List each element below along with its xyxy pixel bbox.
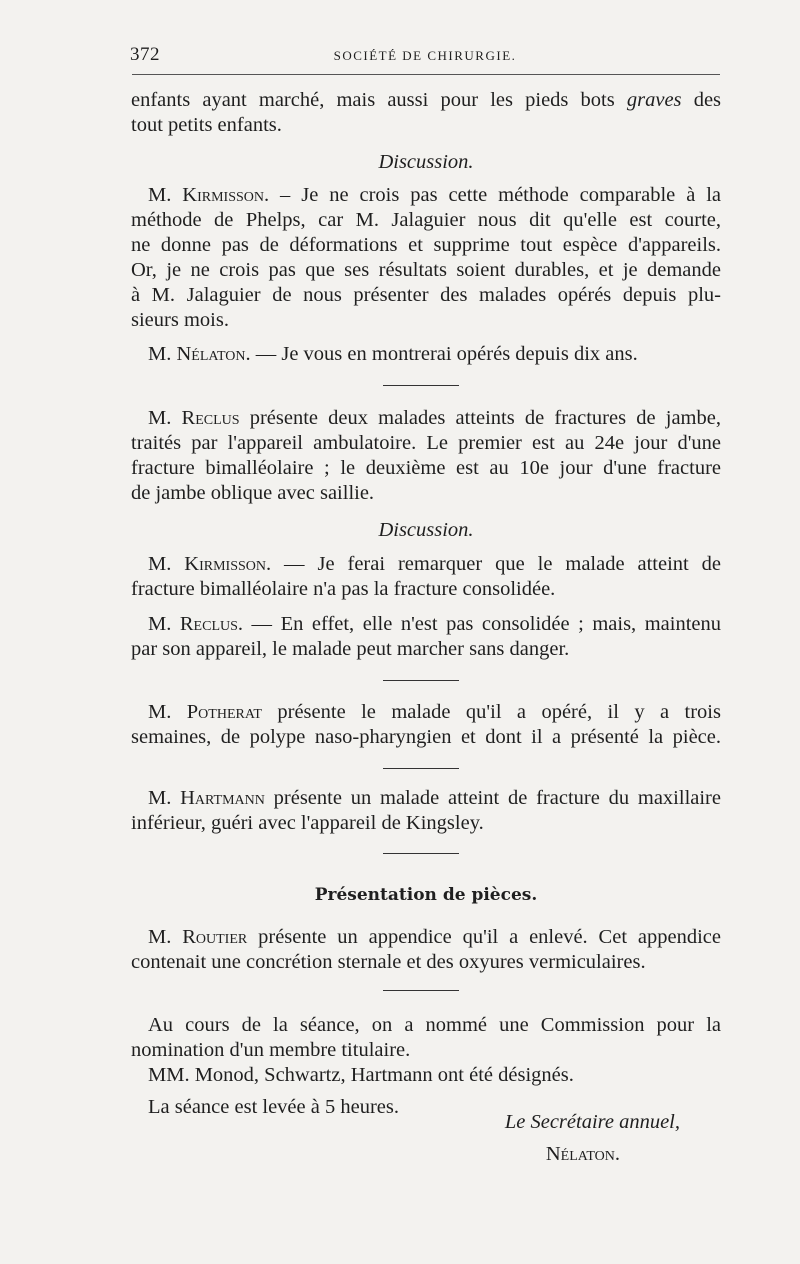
text-line: sieurs mois.	[131, 309, 229, 331]
text-line: semaines, de polype naso-pharyngien et dont il a présenté la pièce.	[131, 726, 721, 748]
running-head: SOCIÉTÉ DE CHIRURGIE.	[333, 48, 517, 63]
text-line: fracture bimalléolaire n'a pas la fracture consolidée.	[131, 578, 556, 600]
text-line: à M. Jalaguier de nous présenter des malades opérés depuis plu-	[131, 284, 721, 306]
speaker-name: M. Reclus.	[148, 613, 244, 635]
text-line: M. Reclus. — En effet, elle n'est pas consolidée ; mais, maintenu	[148, 613, 721, 635]
text-line: tout petits enfants.	[131, 114, 282, 136]
separator-rule	[383, 768, 459, 769]
discussion-heading: Discussion.	[378, 519, 474, 541]
speaker-name: M. Potherat	[148, 701, 262, 723]
text-line: contenait une concrétion sternale et des oxyures vermiculaires.	[131, 951, 646, 973]
text-line: MM. Monod, Schwartz, Hartmann ont été désignés.	[148, 1064, 574, 1086]
text-line: M. Hartmann présente un malade atteint de fracture du maxillaire	[148, 787, 721, 809]
text-line: fracture bimalléolaire ; le deuxième est au 10e jour d'une fracture	[131, 457, 721, 479]
text-line: ne donne pas de déformations et supprime tout espèce d'appareils.	[131, 234, 721, 256]
text-line: Au cours de la séance, on a nommé une Commission pour la	[148, 1014, 721, 1036]
text-line: méthode de Phelps, car M. Jalaguier nous dit qu'elle est courte,	[131, 209, 721, 231]
separator-rule	[383, 680, 459, 681]
text-line: traités par l'appareil ambulatoire. Le premier est au 24e jour d'une	[131, 432, 721, 454]
separator-rule	[383, 385, 459, 386]
text-line: de jambe oblique avec saillie.	[131, 482, 375, 504]
signature-title: Le Secrétaire annuel,	[504, 1111, 680, 1133]
speaker-name: M. Kirmisson.	[148, 553, 272, 575]
text-line: par son appareil, le malade peut marcher sans danger.	[131, 638, 570, 660]
text-line: M. Reclus présente deux malades atteints de fractures de jambe,	[148, 407, 721, 429]
speaker-name: M. Kirmisson.	[148, 184, 270, 206]
header-rule	[132, 74, 720, 75]
discussion-heading: Discussion.	[378, 151, 474, 173]
speaker-name: M. Routier	[148, 926, 248, 948]
text-line: M. Kirmisson. – Je ne crois pas cette méthode comparable à la	[148, 184, 722, 206]
page-number: 372	[130, 44, 160, 65]
signature-name: Nélaton.	[545, 1143, 620, 1165]
separator-rule	[383, 853, 459, 854]
speaker-name: M. Reclus	[148, 407, 240, 429]
text-line: inférieur, guéri avec l'appareil de Kingsley.	[131, 812, 484, 834]
text-line: M. Kirmisson. — Je ferai remarquer que le malade atteint de	[148, 553, 721, 575]
separator-rule	[383, 990, 459, 991]
page-header	[130, 44, 720, 66]
text-line: nomination d'un membre titulaire.	[131, 1039, 411, 1061]
text-line: M. Routier présente un appendice qu'il a enlevé. Cet appendice	[148, 926, 721, 948]
speaker-name: M. Hartmann	[148, 787, 265, 809]
text-line: Or, je ne crois pas que ses résultats soient durables, et je demande	[131, 259, 721, 281]
speaker-name: M. Nélaton.	[148, 343, 251, 365]
text-line: M. Nélaton. — Je vous en montrerai opérés depuis dix ans.	[148, 343, 638, 365]
section-heading: Présentation de pièces.	[314, 885, 538, 905]
text-line: enfants ayant marché, mais aussi pour les pieds bots graves des	[131, 89, 722, 111]
text-line: La séance est levée à 5 heures.	[148, 1096, 399, 1118]
text-line: M. Potherat présente le malade qu'il a opéré, il y a trois	[148, 701, 721, 723]
